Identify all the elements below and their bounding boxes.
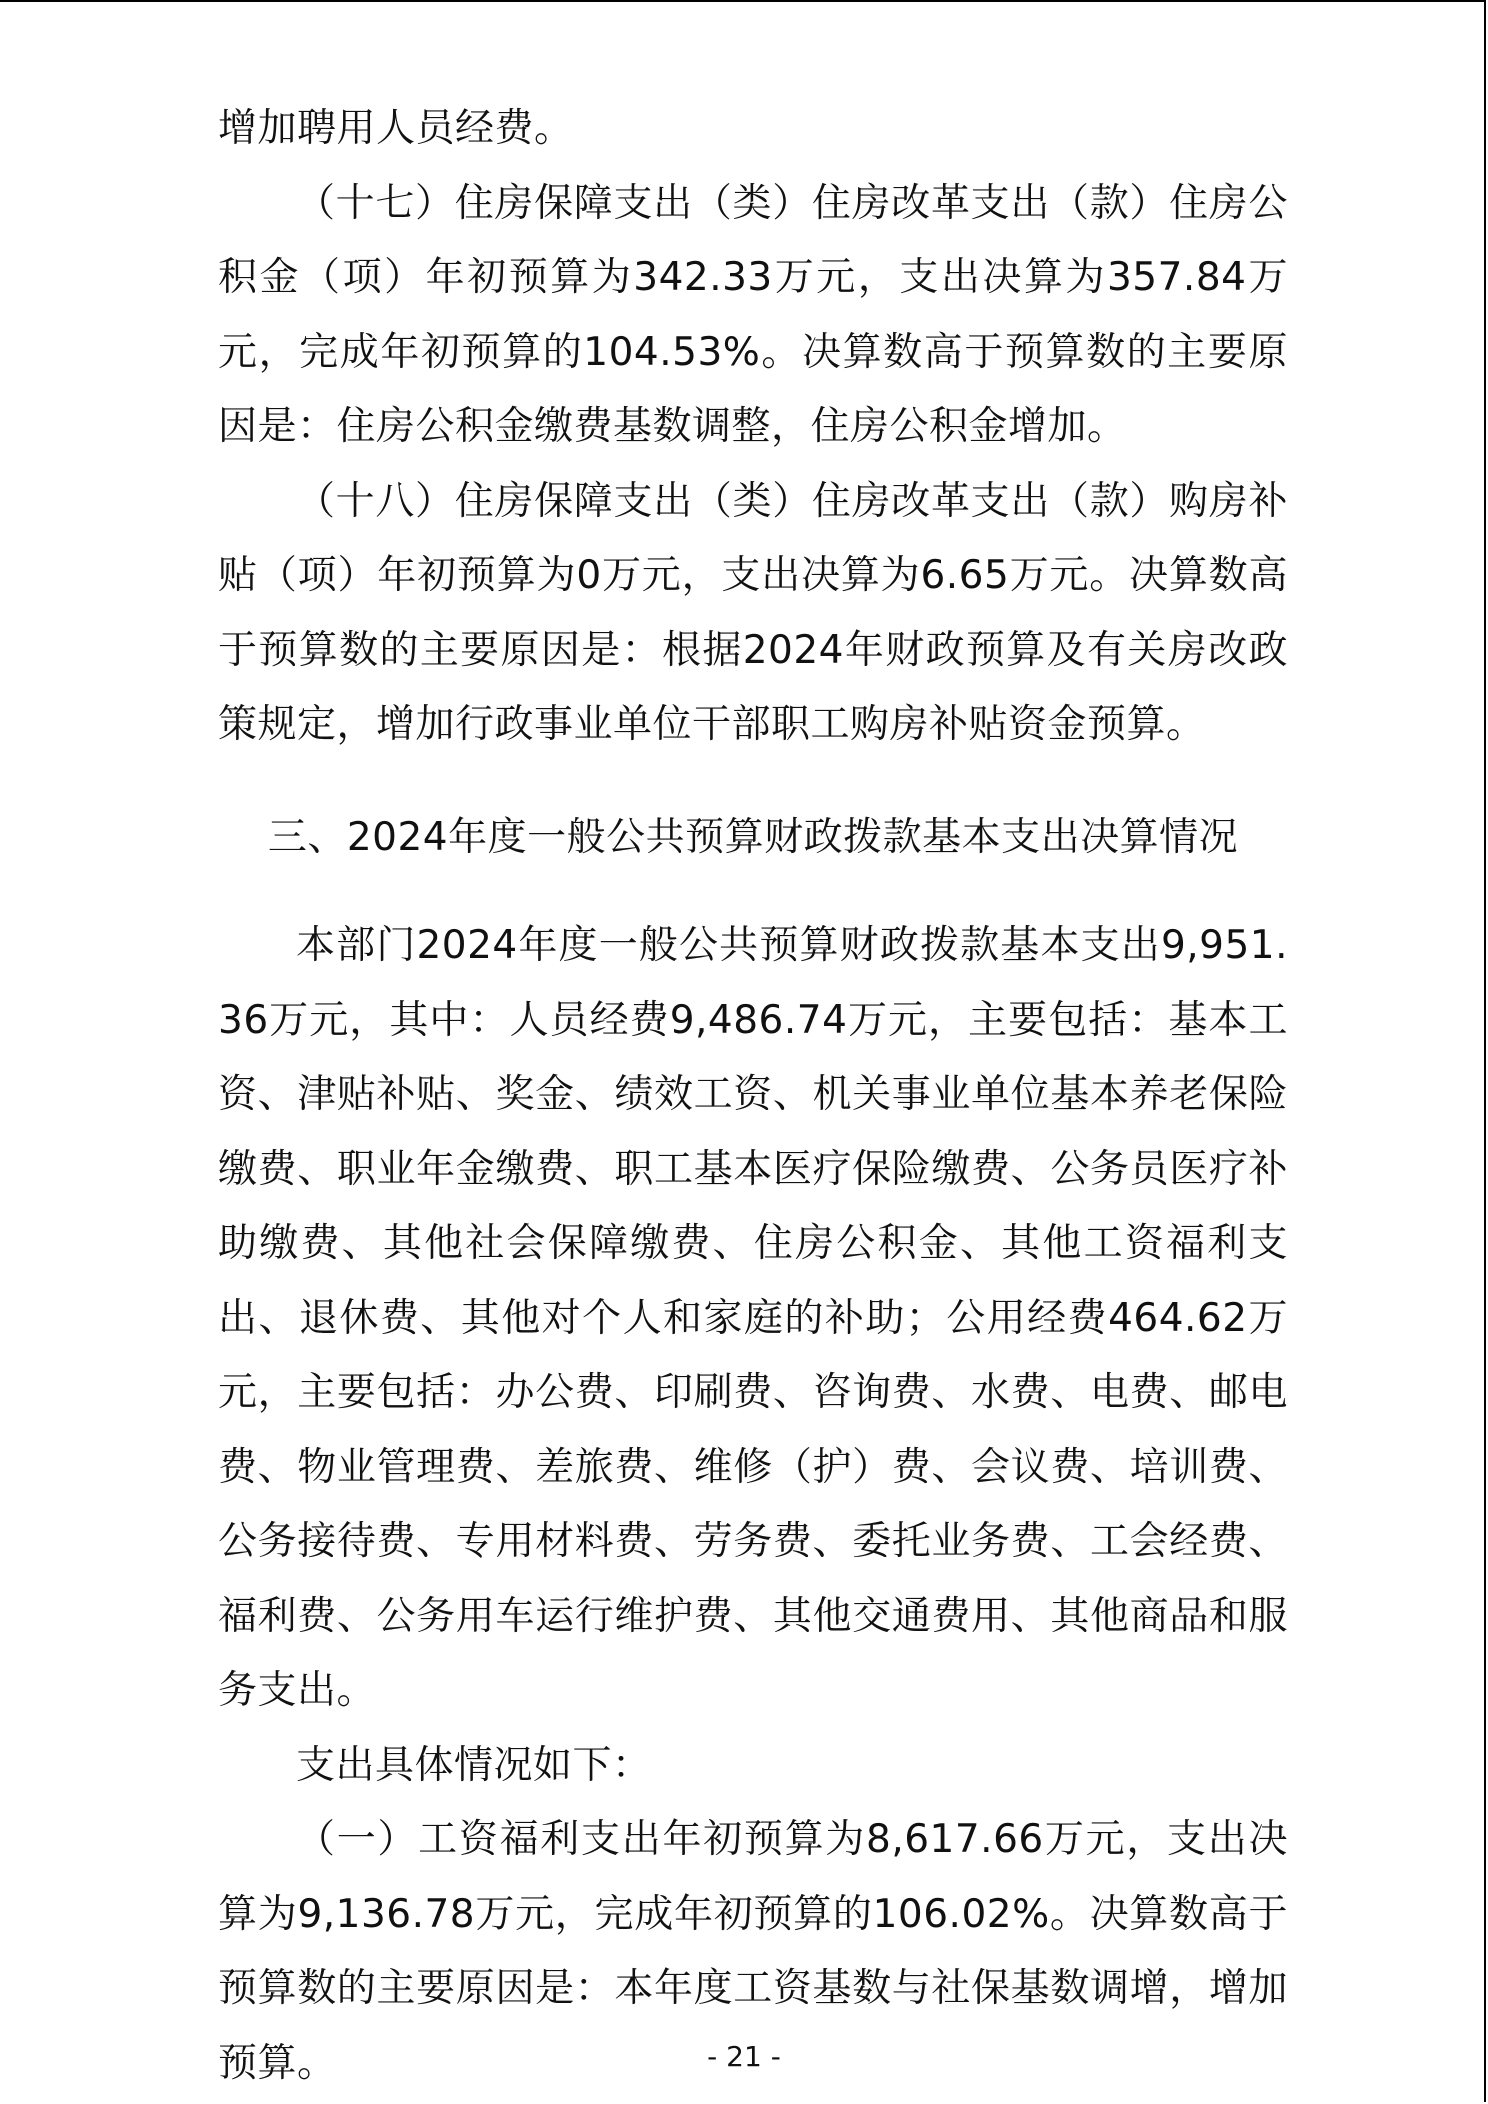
paragraph-basic-expenditure: 本部门2024年度一般公共预算财政拨款基本支出9,951.36万元，其中：人员经费9,486.74万元，主要包括：基本工资、津贴补贴、奖金、绩效工资、机关事业单位基本养老保险缴费、职业年金缴费、职工基本医疗保险缴费、公务员医疗补助缴费、其他社会保障缴费、住房公积金、其他工资福利支出、退休费、其他对个人和家庭的补助；公用经费464.62万元，主要包括：办公费、印刷费、咨询费、水费、电费、邮电费、物业管理费、差旅费、维修（护）费、会议费、培训费、公务接待费、专用材料费、劳务费、委托业务费、工会经费、福利费、公务用车运行维护费、其他交通费用、其他商品和服务支出。 bbox=[218, 923, 1288, 1713]
section-heading: 三、2024年度一般公共预算财政拨款基本支出决算情况 bbox=[267, 814, 1239, 860]
paragraph-housing-fund: （十七）住房保障支出（类）住房改革支出（款）住房公积金（项）年初预算为342.33万元，支出决算为357.84万元，完成年初预算的104.53%。决算数高于预算数的主要原因是：住房公积金缴费基数调整，住房公积金增加。 bbox=[218, 180, 1288, 449]
paragraph-continuation: 增加聘用人员经费。 bbox=[218, 106, 574, 151]
page-number: - 21 - bbox=[707, 2040, 781, 2073]
paragraph-details-intro: 支出具体情况如下： bbox=[296, 1742, 652, 1788]
paragraph-salary-welfare: （一）工资福利支出年初预算为8,617.66万元，支出决算为9,136.78万元，完成年初预算的106.02%。决算数高于预算数的主要原因是：本年度工资基数与社保基数调增，增加预算。 bbox=[218, 1817, 1288, 2086]
paragraph-housing-subsidy: （十八）住房保障支出（类）住房改革支出（款）购房补贴（项）年初预算为0万元，支出决算为6.65万元。决算数高于预算数的主要原因是：根据2024年财政预算及有关房改政策规定，增加行政事业单位干部职工购房补贴资金预算。 bbox=[218, 478, 1288, 747]
document-body bbox=[218, 92, 1288, 2101]
